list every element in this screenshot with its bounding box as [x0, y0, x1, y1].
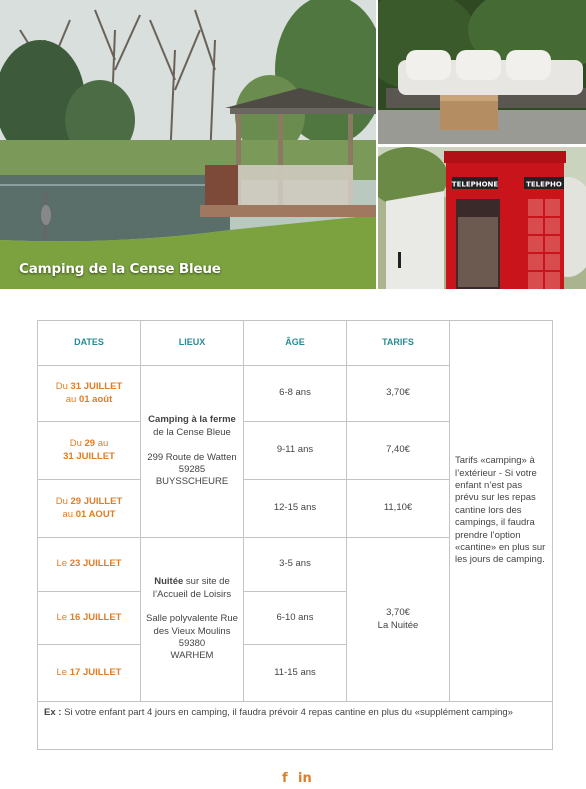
- place-camping: Camping à la ferme de la Cense Bleue 299 Route de Watten 59285 BUYSSCHEURE: [141, 366, 244, 538]
- age-cell: 3-5 ans: [244, 538, 347, 592]
- age-cell: 6-8 ans: [244, 366, 347, 422]
- place-nuitee: Nuitée sur site de l’Accueil de Loisirs Salle polyvalente Rue des Vieux Moulins 59380 WARHEM: [141, 538, 244, 702]
- pricing-table: [37, 320, 553, 750]
- date-cell: Le 23 JUILLET: [38, 538, 141, 592]
- photo-banner: [0, 0, 586, 289]
- date-cell: Le 16 JUILLET: [38, 592, 141, 645]
- camping-note: Tarifs «camping» à l’extérieur - Si votre enfant n’est pas prévu sur les repas cantine lors des campings, il faudra prendre l’option «cantine» en plus sur les jours de camping.: [450, 321, 553, 702]
- social-links: [280, 771, 320, 789]
- header-dates: DATES: [38, 321, 141, 366]
- footnote: Ex : Si votre enfant part 4 jours en camping, il faudra prévoir 4 repas cantine en plus du «supplément camping»: [38, 702, 553, 750]
- campsite-photo: [0, 0, 376, 289]
- date-cell: Du 31 JUILLET au 01 août: [38, 366, 141, 422]
- outdoor-sofa-photo: [378, 0, 586, 144]
- tarif-cell: 3,70€: [347, 366, 450, 422]
- banner-caption: Camping de la Cense Bleue: [19, 261, 221, 277]
- tarif-cell: 11,10€: [347, 480, 450, 538]
- booth-sign-side: TELEPHO: [526, 180, 562, 189]
- booth-sign: TELEPHONE: [451, 180, 499, 189]
- age-cell: 12-15 ans: [244, 480, 347, 538]
- header-lieux: LIEUX: [141, 321, 244, 366]
- tarif-nuitee-cell: 3,70€ La Nuitée: [347, 538, 450, 702]
- table-footnote-row: [38, 702, 553, 750]
- facebook-icon[interactable]: f: [282, 771, 288, 786]
- age-cell: 6-10 ans: [244, 592, 347, 645]
- header-age: ÂGE: [244, 321, 347, 366]
- phone-booth-photo: [378, 147, 586, 289]
- linkedin-icon[interactable]: in: [298, 771, 312, 786]
- header-tarifs: TARIFS: [347, 321, 450, 366]
- date-cell: Du 29 JUILLET au 01 AOUT: [38, 480, 141, 538]
- age-cell: 11-15 ans: [244, 645, 347, 702]
- tarif-cell: 7,40€: [347, 422, 450, 480]
- table-header-row: [38, 321, 553, 366]
- date-cell: Du 29 au 31 JUILLET: [38, 422, 141, 480]
- age-cell: 9-11 ans: [244, 422, 347, 480]
- date-cell: Le 17 JUILLET: [38, 645, 141, 702]
